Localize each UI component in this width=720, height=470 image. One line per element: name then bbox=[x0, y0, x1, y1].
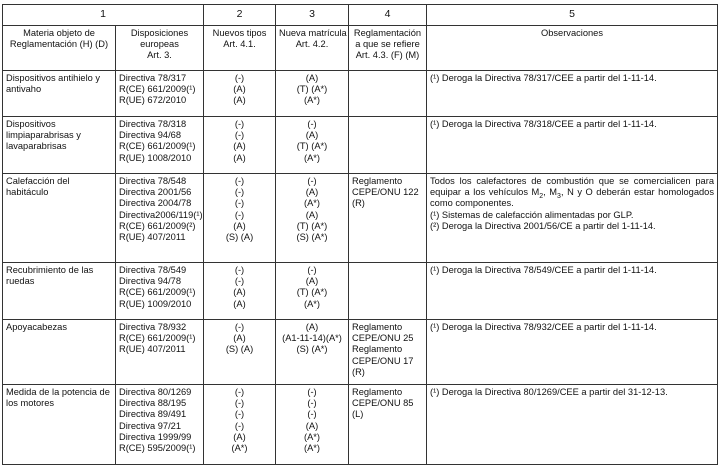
nueva-matricula-item: (A1-11-14)(A*) bbox=[282, 333, 342, 344]
nueva-matricula-item: (-) bbox=[307, 387, 317, 397]
nuevos-tipos-item: (A) bbox=[233, 220, 246, 231]
reglamentacion-item: Reglamento CEPE/ONU 85 (L) bbox=[352, 387, 414, 420]
nueva-matricula-item: (T) (A*) bbox=[296, 141, 328, 152]
column-number-2: 2 bbox=[204, 5, 276, 26]
nueva-matricula-item: (A) bbox=[305, 209, 319, 220]
note-text: , N y O deberán estar homologados como componentes. bbox=[430, 187, 714, 209]
observacion-text: (¹) Deroga la Directiva 78/549/CEE a partir del 1-11-14. bbox=[430, 265, 657, 275]
disposicion-item: R(CE) 661/2009(¹) bbox=[119, 84, 196, 95]
nueva-matricula-item: (-) bbox=[307, 398, 317, 409]
column-number-1: 1 bbox=[3, 5, 204, 26]
header-line: Nuevos tipos bbox=[212, 28, 267, 38]
cell-nueva-matricula bbox=[276, 71, 349, 117]
cell-nueva-matricula bbox=[276, 174, 349, 263]
nuevos-tipos-item: (A) bbox=[233, 152, 246, 163]
header-line: Materia objeto de bbox=[23, 28, 95, 38]
disposicion-item: R(UE) 407/2011 bbox=[119, 232, 186, 243]
disposicion-item: R(CE) 595/2009(¹) bbox=[119, 443, 196, 454]
header-line: Art. 4.2. bbox=[295, 39, 329, 50]
header-line: Reglamentación bbox=[353, 28, 422, 38]
nuevos-tipos-item: (A) bbox=[233, 287, 246, 298]
disposicion-item: Directiva 80/1269 bbox=[119, 387, 192, 397]
header-disposiciones bbox=[116, 26, 204, 71]
cell-reglamentacion bbox=[349, 174, 427, 263]
cell-observaciones bbox=[427, 385, 718, 465]
disposicion-item: Directiva 94/68 bbox=[119, 130, 182, 141]
observacion-text: (¹) Deroga la Directiva 78/932/CEE a partir del 1-11-14. bbox=[430, 322, 657, 332]
nuevos-tipos-item: (A) bbox=[233, 84, 246, 95]
observacion-text: (²) Deroga la Directiva 2001/56/CE a partir del 1-11-14. bbox=[430, 220, 656, 231]
cell-nuevos-tipos bbox=[204, 71, 276, 117]
header-line: Observaciones bbox=[540, 28, 603, 38]
cell-observaciones bbox=[427, 117, 718, 174]
observacion-text: (¹) Deroga la Directiva 78/317/CEE a partir del 1-11-14. bbox=[430, 73, 657, 83]
header-line: Art. 4.1. bbox=[223, 39, 256, 50]
disposicion-item: Directiva 78/318 bbox=[119, 119, 187, 129]
nueva-matricula-item: (S) (A*) bbox=[296, 344, 328, 355]
header-line: europeas bbox=[140, 39, 179, 50]
disposicion-item: Directiva 1999/99 bbox=[119, 431, 192, 442]
table-row bbox=[3, 71, 718, 117]
nuevos-tipos-item: (-) bbox=[234, 420, 245, 431]
nueva-matricula-item: (-) bbox=[307, 176, 317, 186]
cell-nuevos-tipos bbox=[204, 174, 276, 263]
materia-text: Dispositivos limpiaparabrisas y lavaparabrisas bbox=[6, 119, 81, 152]
column-number-5: 5 bbox=[427, 5, 718, 26]
reglamentacion-item: Reglamento CEPE/ONU 122 (R) bbox=[352, 176, 419, 209]
note-subscript: 3 bbox=[557, 193, 561, 201]
nueva-matricula-item: (-) bbox=[307, 265, 317, 275]
cell-materia bbox=[3, 320, 116, 385]
cell-nueva-matricula bbox=[276, 320, 349, 385]
materia-text: Recubrimiento de las ruedas bbox=[6, 265, 94, 287]
nuevos-tipos-item: (A) bbox=[233, 95, 246, 106]
disposicion-item: Directiva 94/78 bbox=[119, 276, 182, 287]
nuevos-tipos-item: (-) bbox=[234, 265, 245, 275]
nueva-matricula-item: (S) (A*) bbox=[296, 232, 328, 243]
materia-text: Dispositivos antihielo y antivaho bbox=[6, 73, 101, 95]
cell-nuevos-tipos bbox=[204, 117, 276, 174]
observacion-text: (¹) Deroga la Directiva 78/318/CEE a partir del 1-11-14. bbox=[430, 119, 657, 129]
materia-text: Calefacción del habitáculo bbox=[6, 176, 70, 198]
materia-text: Apoyacabezas bbox=[6, 322, 67, 332]
cell-disposiciones bbox=[116, 71, 204, 117]
nuevos-tipos-item: (-) bbox=[234, 119, 245, 129]
nuevos-tipos-item: (S) (A) bbox=[225, 232, 254, 243]
nuevos-tipos-item: (-) bbox=[234, 187, 245, 198]
column-number-3: 3 bbox=[276, 5, 349, 26]
reglamentacion-item: Reglamento CEPE/ONU 25 bbox=[352, 322, 414, 344]
cell-reglamentacion bbox=[349, 385, 427, 465]
nueva-matricula-item: (A*) bbox=[303, 298, 320, 309]
disposicion-item: R(CE) 661/2009(¹) bbox=[119, 141, 196, 152]
nuevos-tipos-item: (-) bbox=[234, 198, 245, 209]
cell-reglamentacion bbox=[349, 263, 427, 320]
disposicion-item: Directiva 78/548 bbox=[119, 176, 187, 186]
disposicion-item: R(CE) 661/2009(²) bbox=[119, 220, 196, 231]
nueva-matricula-item: (T) (A*) bbox=[296, 287, 328, 298]
note-text: , M bbox=[543, 187, 558, 198]
disposicion-item: R(UE) 1008/2010 bbox=[119, 152, 192, 163]
cell-materia bbox=[3, 71, 116, 117]
regulations-table bbox=[2, 4, 718, 465]
header-observaciones bbox=[427, 26, 718, 71]
disposicion-item: R(UE) 672/2010 bbox=[119, 95, 187, 106]
cell-materia bbox=[3, 263, 116, 320]
cell-materia bbox=[3, 385, 116, 465]
observacion-text: (¹) Deroga la Directiva 80/1269/CEE a partir del 31-12-13. bbox=[430, 387, 668, 397]
cell-nuevos-tipos bbox=[204, 385, 276, 465]
column-number-row bbox=[3, 5, 718, 26]
cell-observaciones bbox=[427, 174, 718, 263]
cell-observaciones bbox=[427, 320, 718, 385]
nueva-matricula-item: (A) bbox=[305, 187, 319, 198]
table-row bbox=[3, 263, 718, 320]
nueva-matricula-item: (A*) bbox=[303, 431, 320, 442]
cell-reglamentacion bbox=[349, 320, 427, 385]
disposicion-item: Directiva 2004/78 bbox=[119, 198, 192, 209]
disposicion-item: Directiva 89/491 bbox=[119, 409, 187, 420]
cell-disposiciones bbox=[116, 385, 204, 465]
cell-nuevos-tipos bbox=[204, 263, 276, 320]
nuevos-tipos-item: (-) bbox=[234, 73, 245, 83]
nuevos-tipos-item: (S) (A) bbox=[225, 344, 254, 355]
cell-materia bbox=[3, 117, 116, 174]
nuevos-tipos-item: (A*) bbox=[231, 443, 248, 454]
header-row bbox=[3, 26, 718, 71]
cell-nueva-matricula bbox=[276, 263, 349, 320]
header-line: Art. 4.3. (F) (M) bbox=[355, 50, 420, 61]
nueva-matricula-item: (A) bbox=[305, 73, 319, 83]
header-nuevos-tipos bbox=[204, 26, 276, 71]
nuevos-tipos-item: (A) bbox=[233, 333, 246, 344]
cell-disposiciones bbox=[116, 320, 204, 385]
nuevos-tipos-item: (-) bbox=[234, 176, 245, 186]
header-line: Reglamentación (H) (D) bbox=[9, 39, 109, 50]
cell-nueva-matricula bbox=[276, 117, 349, 174]
disposicion-item: R(CE) 661/2009(¹) bbox=[119, 287, 196, 298]
header-reglamentacion bbox=[349, 26, 427, 71]
nueva-matricula-item: (-) bbox=[307, 119, 317, 129]
note-subscript: 2 bbox=[539, 193, 544, 201]
disposicion-item: R(UE) 407/2011 bbox=[119, 344, 186, 355]
nueva-matricula-item: (A*) bbox=[303, 95, 320, 106]
nuevos-tipos-item: (-) bbox=[234, 130, 245, 141]
disposicion-item: Directiva 78/317 bbox=[119, 73, 187, 83]
nueva-matricula-item: (A*) bbox=[303, 198, 320, 209]
cell-nueva-matricula bbox=[276, 385, 349, 465]
disposicion-item: R(CE) 661/2009(¹) bbox=[119, 333, 196, 344]
nuevos-tipos-item: (-) bbox=[234, 398, 245, 409]
header-line: Nueva matrícula bbox=[279, 28, 347, 38]
cell-observaciones bbox=[427, 71, 718, 117]
header-line: Disposiciones bbox=[130, 28, 189, 38]
cell-disposiciones bbox=[116, 174, 204, 263]
table-row bbox=[3, 385, 718, 465]
nueva-matricula-item: (A*) bbox=[303, 443, 320, 454]
cell-materia bbox=[3, 174, 116, 263]
observacion-text: (¹) Sistemas de calefacción alimentadas por GLP. bbox=[430, 209, 634, 220]
nuevos-tipos-item: (A) bbox=[233, 431, 246, 442]
calefactores-note bbox=[430, 176, 714, 210]
nuevos-tipos-item: (-) bbox=[234, 409, 245, 420]
disposicion-item: Directiva 78/549 bbox=[119, 265, 187, 275]
disposicion-item: Directiva2006/119(¹) bbox=[119, 209, 203, 220]
cell-disposiciones bbox=[116, 117, 204, 174]
nueva-matricula-item: (A*) bbox=[303, 152, 320, 163]
nueva-matricula-item: (A) bbox=[305, 130, 319, 141]
nueva-matricula-item: (T) (A*) bbox=[296, 84, 328, 95]
nueva-matricula-item: (-) bbox=[307, 409, 317, 420]
cell-disposiciones bbox=[116, 263, 204, 320]
header-line: Art. 3. bbox=[147, 50, 172, 61]
disposicion-item: R(UE) 1009/2010 bbox=[119, 298, 192, 309]
nuevos-tipos-item: (-) bbox=[234, 387, 245, 397]
nueva-matricula-item: (A) bbox=[305, 322, 319, 332]
nueva-matricula-item: (T) (A*) bbox=[296, 220, 328, 231]
cell-nuevos-tipos bbox=[204, 320, 276, 385]
nuevos-tipos-item: (-) bbox=[234, 209, 245, 220]
disposicion-item: Directiva 2001/56 bbox=[119, 187, 192, 198]
header-materia bbox=[3, 26, 116, 71]
header-line: a que se refiere bbox=[355, 39, 420, 50]
nuevos-tipos-item: (A) bbox=[233, 298, 246, 309]
note-text: Todos los calefactores de combustión que se comercialicen para equipar a los vehículos M bbox=[430, 176, 714, 198]
cell-observaciones bbox=[427, 263, 718, 320]
table-row bbox=[3, 117, 718, 174]
materia-text: Medida de la potencia de los motores bbox=[6, 387, 110, 409]
table-row bbox=[3, 174, 718, 263]
cell-reglamentacion bbox=[349, 71, 427, 117]
header-nueva-matricula bbox=[276, 26, 349, 71]
nuevos-tipos-item: (A) bbox=[233, 141, 246, 152]
nueva-matricula-item: (A) bbox=[305, 276, 319, 287]
disposicion-item: Directiva 88/195 bbox=[119, 398, 187, 409]
column-number-4: 4 bbox=[349, 5, 427, 26]
cell-reglamentacion bbox=[349, 117, 427, 174]
nueva-matricula-item: (A) bbox=[305, 420, 319, 431]
disposicion-item: Directiva 97/21 bbox=[119, 420, 182, 431]
nuevos-tipos-item: (-) bbox=[234, 276, 245, 287]
disposicion-item: Directiva 78/932 bbox=[119, 322, 187, 332]
nuevos-tipos-item: (-) bbox=[234, 322, 245, 332]
reglamentacion-item: Reglamento CEPE/ONU 17 (R) bbox=[352, 344, 414, 377]
table-row bbox=[3, 320, 718, 385]
